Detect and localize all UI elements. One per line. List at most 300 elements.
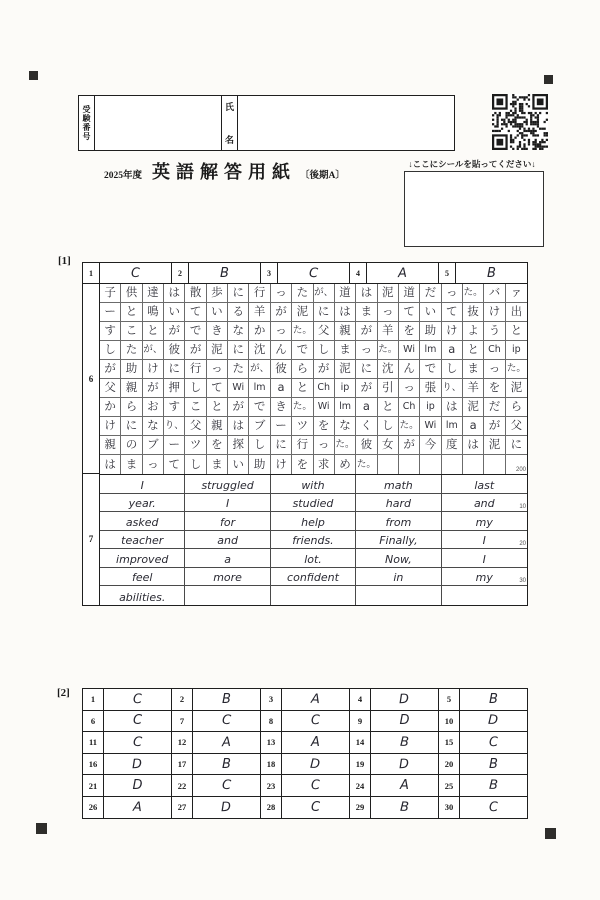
handwritten-answer-letter: B — [489, 691, 498, 707]
handwritten-answer-letter: C — [310, 777, 321, 794]
manuscript-cell: き — [207, 322, 228, 341]
english-word-cell: improved — [100, 549, 185, 568]
handwritten-answer-letter: C — [308, 265, 319, 281]
answer-unit — [438, 754, 527, 775]
choice-answer-value — [456, 263, 527, 283]
manuscript-cell: と — [506, 322, 527, 341]
choice-number: 4 — [350, 263, 367, 283]
manuscript-cell: た。 — [463, 284, 484, 303]
manuscript-cell: し — [314, 341, 335, 360]
handwritten-answer-letter: D — [132, 756, 143, 772]
english-word-cell — [185, 586, 270, 605]
answer-number: 4 — [350, 689, 371, 710]
answer-value — [460, 689, 527, 710]
manuscript-cell: ま — [356, 303, 377, 322]
manuscript-cell: ま — [335, 341, 356, 360]
section2-label: [2] — [57, 687, 70, 699]
manuscript-cell: 彼 — [164, 341, 185, 360]
registration-mark-bottom-left — [36, 823, 47, 834]
section1-choice-answers-row — [83, 263, 527, 284]
registration-mark-top-left — [29, 71, 38, 80]
qr-code-icon — [492, 94, 548, 150]
manuscript-cell: a — [271, 379, 292, 398]
english-word-cell: my 30 — [442, 568, 527, 587]
manuscript-cell: が — [100, 360, 121, 379]
manuscript-cell: 羊 — [378, 322, 399, 341]
manuscript-cell: 泥 — [484, 436, 505, 455]
english-word-cell: lot. — [271, 549, 356, 568]
answer-value — [104, 689, 171, 710]
answer-number: 14 — [350, 732, 371, 753]
manuscript-cell: lm — [249, 379, 270, 398]
choice-answer-unit — [438, 263, 527, 283]
answer-number: 13 — [261, 732, 282, 753]
manuscript-cell: lm — [420, 341, 441, 360]
manuscript-cell: Wi — [314, 398, 335, 417]
manuscript-cell: っ — [378, 303, 399, 322]
answer-value — [371, 775, 438, 796]
manuscript-cell: が — [271, 303, 292, 322]
english-word-cell: with — [271, 475, 356, 494]
title-suffix: 〔後期A〕 — [300, 171, 345, 181]
answer-value — [282, 732, 349, 753]
manuscript-cell: た — [121, 341, 142, 360]
answer-value — [193, 775, 260, 796]
manuscript-cell: lm — [335, 398, 356, 417]
english-word-cell: I — [100, 475, 185, 494]
handwritten-answer-letter: D — [399, 691, 410, 708]
manuscript-cell: な — [335, 417, 356, 436]
manuscript-cell: 行 — [292, 436, 313, 455]
manuscript-cell: 今 — [420, 436, 441, 455]
handwritten-answer-letter: C — [310, 799, 321, 815]
sticker-instruction: ↓ここにシールを貼ってください↓ — [408, 159, 536, 169]
manuscript-cell: 親 — [335, 322, 356, 341]
manuscript-cell: a — [356, 398, 377, 417]
manuscript-cell: 彼 — [271, 360, 292, 379]
examinee-info-form — [78, 95, 455, 151]
manuscript-cell: が — [356, 379, 377, 398]
choice-answer-value — [367, 263, 438, 283]
answer-value — [371, 711, 438, 732]
answer-value — [193, 711, 260, 732]
english-word-cell: struggled — [185, 475, 270, 494]
manuscript-cell: が、 — [314, 284, 335, 303]
answer-number: 29 — [350, 797, 371, 818]
english-word-cell: asked — [100, 512, 185, 531]
japanese-answer-grid — [100, 284, 527, 475]
manuscript-cell: 道 — [399, 284, 420, 303]
manuscript-cell: ip — [420, 398, 441, 417]
answer-value — [460, 754, 527, 775]
answer-number: 27 — [172, 797, 193, 818]
answer-value — [371, 689, 438, 710]
manuscript-cell: に — [228, 284, 249, 303]
registration-mark-bottom-right — [545, 828, 556, 839]
answer-unit — [260, 732, 349, 753]
answer-unit — [349, 711, 438, 732]
manuscript-cell: が — [484, 417, 505, 436]
answer-unit — [438, 732, 527, 753]
manuscript-cell — [463, 455, 484, 474]
answer-unit — [349, 775, 438, 796]
manuscript-cell: と — [463, 341, 484, 360]
manuscript-cell: は — [356, 284, 377, 303]
manuscript-cell — [420, 455, 441, 474]
manuscript-cell: 助 — [420, 322, 441, 341]
title-year: 2025年度 — [104, 171, 143, 181]
answer-value — [460, 711, 527, 732]
manuscript-cell: す — [164, 398, 185, 417]
english-word-cell: feel — [100, 568, 185, 587]
answer-number: 20 — [439, 754, 460, 775]
manuscript-cell: か — [249, 322, 270, 341]
manuscript-cell: 張 — [420, 379, 441, 398]
manuscript-cell: 鳴 — [143, 303, 164, 322]
manuscript-cell: は — [228, 417, 249, 436]
handwritten-answer-letter: A — [132, 799, 143, 815]
manuscript-cell: た — [292, 284, 313, 303]
manuscript-cell: こ — [121, 322, 142, 341]
manuscript-cell: Wi — [228, 379, 249, 398]
manuscript-cell: 行 — [249, 284, 270, 303]
manuscript-cell: と — [378, 398, 399, 417]
manuscript-cell: ァ — [506, 284, 527, 303]
english-word-cell: last — [442, 475, 527, 494]
manuscript-cell: お — [143, 398, 164, 417]
manuscript-cell: っ — [399, 379, 420, 398]
answer-value — [460, 732, 527, 753]
manuscript-cell: ip — [335, 379, 356, 398]
answer-row — [83, 796, 527, 818]
manuscript-cell: 助 — [121, 360, 142, 379]
manuscript-cell: 助 — [249, 455, 270, 474]
answer-number: 28 — [261, 797, 282, 818]
manuscript-cell: 沈 — [249, 341, 270, 360]
manuscript-cell: で — [420, 360, 441, 379]
question6-number: 6 — [83, 284, 99, 474]
manuscript-cell: で — [249, 398, 270, 417]
manuscript-cell: き — [271, 398, 292, 417]
answer-unit — [171, 754, 260, 775]
handwritten-answer-letter: C — [221, 713, 232, 729]
answer-unit — [260, 775, 349, 796]
handwritten-answer-letter: C — [221, 777, 232, 794]
manuscript-cell: っ — [271, 322, 292, 341]
manuscript-cell: 抜 — [463, 303, 484, 322]
english-word-cell: friends. — [271, 531, 356, 550]
answer-number: 15 — [439, 732, 460, 753]
english-word-cell: help — [271, 512, 356, 531]
english-word-cell: Finally, — [356, 531, 441, 550]
answer-number: 3 — [261, 689, 282, 710]
answer-value — [193, 754, 260, 775]
manuscript-cell: 泥 — [378, 284, 399, 303]
registration-mark-top-right — [544, 75, 553, 84]
char-count-marker: 200 — [515, 467, 526, 473]
english-word-cell: Now, — [356, 549, 441, 568]
word-count-marker: 20 — [519, 541, 526, 548]
answer-number: 19 — [350, 754, 371, 775]
manuscript-cell: け — [271, 455, 292, 474]
answer-unit — [83, 775, 171, 796]
manuscript-cell: く — [356, 417, 377, 436]
answer-unit — [349, 797, 438, 818]
answer-value — [282, 775, 349, 796]
answer-row — [83, 710, 527, 732]
word-count-marker: 10 — [519, 504, 526, 511]
choice-answer-unit — [260, 263, 349, 283]
english-word-cell: confident — [271, 568, 356, 587]
handwritten-answer-letter: A — [311, 734, 320, 750]
manuscript-cell: が — [143, 379, 164, 398]
answer-value — [193, 689, 260, 710]
handwritten-answer-letter: D — [399, 756, 410, 772]
manuscript-cell: 親 — [100, 436, 121, 455]
answer-value — [460, 775, 527, 796]
english-word-cell: more — [185, 568, 270, 587]
answer-number: 12 — [172, 732, 193, 753]
manuscript-cell: 沈 — [378, 360, 399, 379]
manuscript-cell: を — [484, 379, 505, 398]
manuscript-cell — [484, 455, 505, 474]
english-word-cell — [271, 586, 356, 605]
manuscript-cell: 道 — [335, 284, 356, 303]
manuscript-cell: に — [506, 436, 527, 455]
english-word-cell: I 20 — [442, 531, 527, 550]
manuscript-cell: ip — [506, 341, 527, 360]
answer-unit — [171, 797, 260, 818]
manuscript-cell: て — [207, 379, 228, 398]
manuscript-cell: し — [378, 417, 399, 436]
manuscript-cell: 泥 — [292, 303, 313, 322]
manuscript-cell — [399, 455, 420, 474]
answer-value — [282, 711, 349, 732]
answer-value — [282, 754, 349, 775]
manuscript-cell: Ch — [484, 341, 505, 360]
manuscript-cell: り、 — [442, 379, 463, 398]
manuscript-cell: 探 — [228, 436, 249, 455]
manuscript-cell: な — [228, 322, 249, 341]
manuscript-cell: ら — [121, 398, 142, 417]
manuscript-cell: と — [292, 379, 313, 398]
manuscript-cell: た。 — [378, 341, 399, 360]
manuscript-cell: に — [314, 303, 335, 322]
answer-unit — [83, 797, 171, 818]
manuscript-cell: ら — [292, 360, 313, 379]
manuscript-cell: ツ — [185, 436, 206, 455]
english-word-cell: from — [356, 512, 441, 531]
answer-unit — [171, 775, 260, 796]
manuscript-cell: た。 — [292, 398, 313, 417]
manuscript-cell: た。 — [292, 322, 313, 341]
manuscript-cell: ん — [271, 341, 292, 360]
answer-value — [104, 732, 171, 753]
answer-row — [83, 689, 527, 710]
answer-value — [104, 775, 171, 796]
english-word-cell: I — [185, 494, 270, 513]
answer-unit — [260, 754, 349, 775]
choice-number: 5 — [439, 263, 456, 283]
manuscript-cell: 女 — [378, 436, 399, 455]
section2-table — [82, 688, 528, 819]
english-word-cell: year. — [100, 494, 185, 513]
handwritten-answer-letter: D — [310, 756, 321, 772]
manuscript-cell: は — [164, 284, 185, 303]
answer-value — [371, 797, 438, 818]
manuscript-cell: が — [314, 360, 335, 379]
english-word-cell: and 10 — [442, 494, 527, 513]
manuscript-cell: が — [228, 398, 249, 417]
manuscript-cell: て — [442, 303, 463, 322]
english-word-cell: my — [442, 512, 527, 531]
manuscript-cell: Ch — [314, 379, 335, 398]
handwritten-answer-letter: A — [400, 778, 409, 794]
english-word-cell: abilities. — [100, 586, 185, 605]
manuscript-cell: ま — [463, 360, 484, 379]
manuscript-cell: a — [442, 341, 463, 360]
section1-label: [1] — [58, 255, 71, 267]
english-word-cell: a — [185, 549, 270, 568]
manuscript-cell: 泥 — [335, 360, 356, 379]
manuscript-cell: は — [100, 455, 121, 474]
manuscript-cell: 押 — [164, 379, 185, 398]
handwritten-answer-letter: A — [310, 691, 321, 707]
manuscript-cell: 泥 — [207, 341, 228, 360]
answer-unit — [260, 711, 349, 732]
manuscript-cell: す — [100, 322, 121, 341]
handwritten-answer-letter: A — [397, 265, 408, 281]
manuscript-cell: た — [228, 360, 249, 379]
manuscript-cell: ら — [506, 398, 527, 417]
handwritten-answer-letter: C — [132, 691, 143, 707]
handwritten-answer-letter: B — [399, 799, 410, 815]
choice-number: 1 — [83, 263, 100, 283]
manuscript-cell: っ — [207, 360, 228, 379]
answer-unit — [83, 732, 171, 753]
answer-row — [83, 731, 527, 753]
manuscript-cell: ブ — [249, 417, 270, 436]
manuscript-cell: 父 — [185, 417, 206, 436]
english-answer-grid — [100, 475, 527, 605]
answer-value — [282, 689, 349, 710]
manuscript-cell: に — [121, 417, 142, 436]
manuscript-cell — [506, 455, 527, 474]
manuscript-cell: が — [399, 436, 420, 455]
manuscript-cell: こ — [185, 398, 206, 417]
question7-number: 7 — [88, 534, 94, 544]
answer-unit — [260, 797, 349, 818]
handwritten-answer-letter: D — [132, 778, 143, 794]
word-count-marker: 30 — [519, 578, 526, 585]
manuscript-cell: は — [442, 398, 463, 417]
manuscript-cell: け — [143, 360, 164, 379]
manuscript-cell: ブ — [143, 436, 164, 455]
manuscript-cell: ま — [207, 455, 228, 474]
manuscript-cell: ん — [399, 360, 420, 379]
manuscript-cell: だ — [420, 284, 441, 303]
name-field — [238, 96, 454, 150]
manuscript-cell: め — [335, 455, 356, 474]
manuscript-cell: と — [121, 303, 142, 322]
manuscript-cell: し — [185, 379, 206, 398]
answer-number: 16 — [83, 754, 104, 775]
manuscript-cell: っ — [271, 284, 292, 303]
manuscript-cell: 父 — [314, 322, 335, 341]
answer-unit — [349, 754, 438, 775]
manuscript-cell — [378, 455, 399, 474]
answer-number: 17 — [172, 754, 193, 775]
manuscript-cell: 子 — [100, 284, 121, 303]
answer-number: 21 — [83, 775, 104, 796]
answer-number: 6 — [83, 711, 104, 732]
manuscript-cell: っ — [442, 284, 463, 303]
manuscript-cell: て — [164, 455, 185, 474]
choice-number: 2 — [172, 263, 189, 283]
manuscript-cell: に — [164, 360, 185, 379]
choice-answer-value — [278, 263, 349, 283]
handwritten-answer-letter: B — [399, 734, 410, 751]
manuscript-cell: ー — [164, 436, 185, 455]
manuscript-cell: 散 — [185, 284, 206, 303]
manuscript-cell: い — [164, 303, 185, 322]
answer-value — [193, 732, 260, 753]
answer-row — [83, 774, 527, 796]
manuscript-cell: が — [164, 322, 185, 341]
answer-unit — [171, 689, 260, 710]
answer-number: 2 — [172, 689, 193, 710]
handwritten-answer-letter: B — [222, 691, 231, 707]
manuscript-cell: を — [314, 417, 335, 436]
answer-number: 7 — [172, 711, 193, 732]
choice-answer-unit — [83, 263, 171, 283]
english-word-cell: teacher — [100, 531, 185, 550]
answer-unit — [83, 711, 171, 732]
manuscript-cell: ー — [271, 417, 292, 436]
manuscript-cell: 泥 — [463, 398, 484, 417]
answer-value — [193, 797, 260, 818]
english-word-cell: I — [442, 549, 527, 568]
manuscript-cell: で — [185, 322, 206, 341]
manuscript-cell: た。 — [335, 436, 356, 455]
exam-number-field — [95, 96, 221, 150]
answer-unit — [83, 689, 171, 710]
manuscript-cell: ま — [121, 455, 142, 474]
page-title: 英語解答用紙 — [152, 162, 297, 182]
manuscript-cell: 引 — [378, 379, 399, 398]
handwritten-answer-letter: B — [488, 777, 499, 794]
manuscript-cell: か — [100, 398, 121, 417]
english-word-cell: for — [185, 512, 270, 531]
answer-unit — [438, 711, 527, 732]
manuscript-cell: 親 — [207, 417, 228, 436]
handwritten-answer-letter: D — [221, 799, 232, 815]
manuscript-cell: が、 — [143, 341, 164, 360]
answer-unit — [260, 689, 349, 710]
answer-number: 26 — [83, 797, 104, 818]
manuscript-cell: 出 — [506, 303, 527, 322]
manuscript-cell: し — [100, 341, 121, 360]
answer-row — [83, 753, 527, 775]
handwritten-answer-letter: C — [130, 265, 141, 281]
handwritten-answer-letter: B — [222, 756, 231, 772]
manuscript-cell: っ — [484, 360, 505, 379]
manuscript-cell: を — [292, 455, 313, 474]
choice-answer-value — [100, 263, 171, 283]
manuscript-cell: い — [420, 303, 441, 322]
handwritten-answer-letter: B — [220, 265, 229, 281]
section1-table — [82, 262, 528, 606]
